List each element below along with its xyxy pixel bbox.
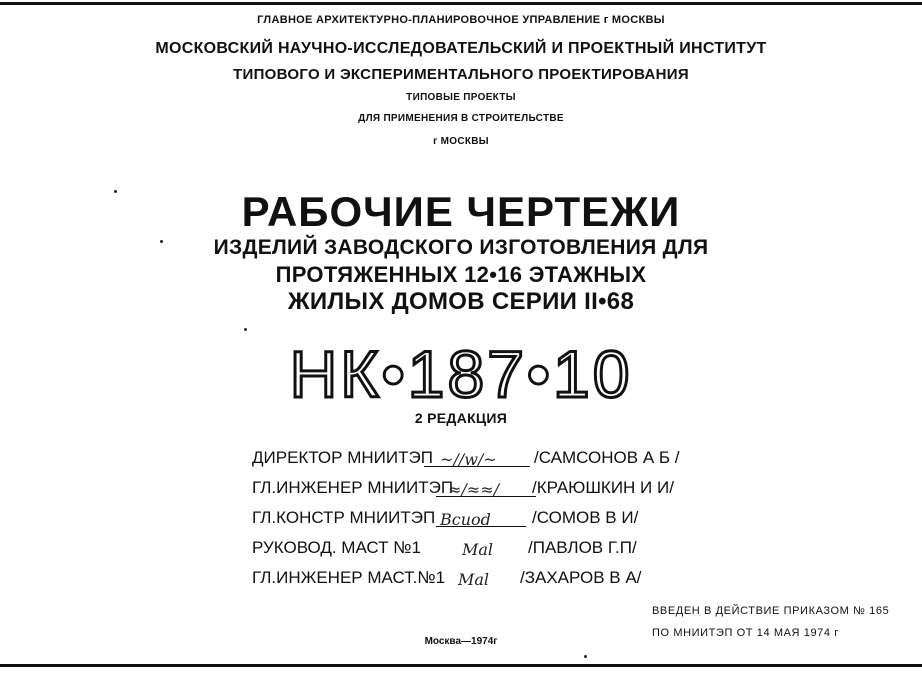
scan-speck xyxy=(584,655,587,658)
signatory-name: /СОМОВ В И/ xyxy=(532,508,639,527)
signature-row xyxy=(252,474,712,504)
signatory-name: /САМСОНОВ А Б / xyxy=(534,448,680,467)
signatory-name: /КРАЮШКИН И И/ xyxy=(532,478,674,497)
handwritten-signature: ~∕∕w∕~ xyxy=(440,450,497,469)
scan-speck xyxy=(160,240,163,243)
decree-line1: ВВЕДЕН В ДЕЙСТВИЕ ПРИКАЗОМ № 165 xyxy=(652,605,890,617)
typical-projects-label: ТИПОВЫЕ ПРОЕКТЫ xyxy=(406,92,516,103)
decree-line2: ПО МНИИТЭП ОТ 14 МАЯ 1974 г xyxy=(652,627,839,639)
top-border-line xyxy=(0,2,922,5)
document-subtitle-line1: ИЗДЕЛИЙ ЗАВОДСКОГО ИЗГОТОВЛЕНИЯ ДЛЯ xyxy=(213,236,709,259)
document-title: РАБОЧИЕ ЧЕРТЕЖИ xyxy=(241,188,681,235)
institute-name-line1: МОСКОВСКИЙ НАУЧНО-ИССЛЕДОВАТЕЛЬСКИЙ И ПРОЕКТНЫЙ ИНСТИТУТ xyxy=(155,40,767,57)
document-code: НК•187•10 xyxy=(289,337,633,411)
document-subtitle-line3: ЖИЛЫХ ДОМОВ СЕРИИ II•68 xyxy=(287,288,635,315)
scan-speck xyxy=(114,190,117,193)
signature-row xyxy=(252,564,712,594)
scan-speck xyxy=(244,328,247,331)
document-subtitle-line2: ПРОТЯЖЕННЫХ 12•16 ЭТАЖНЫХ xyxy=(275,262,647,287)
signature-row xyxy=(252,534,712,564)
signatory-title: ГЛ.ИНЖЕНЕР МНИИТЭП xyxy=(252,478,454,497)
signatory-title: ГЛ.КОНСТР МНИИТЭП xyxy=(252,508,436,527)
handwritten-signature: Mal xyxy=(458,570,490,589)
bottom-border-line xyxy=(0,664,922,667)
agency-line: ГЛАВНОЕ АРХИТЕКТУРНО-ПЛАНИРОВОЧНОЕ УПРАВЛЕНИЕ г МОСКВЫ xyxy=(257,14,665,26)
for-use-label: ДЛЯ ПРИМЕНЕНИЯ В СТРОИТЕЛЬСТВЕ xyxy=(358,113,564,124)
edition-label: 2 РЕДАКЦИЯ xyxy=(414,410,508,426)
handwritten-signature: ≈∕≈≈∕ xyxy=(448,480,499,499)
handwritten-signature: Mal xyxy=(462,540,494,559)
handwritten-signature: Bcuod xyxy=(440,510,491,529)
signatory-title: ДИРЕКТОР МНИИТЭП xyxy=(252,448,433,467)
signatory-title: РУКОВОД. МАСТ №1 xyxy=(252,538,421,557)
signatory-title: ГЛ.ИНЖЕНЕР МАСТ.№1 xyxy=(252,568,446,587)
institute-name-line2: ТИПОВОГО И ЭКСПЕРИМЕНТАЛЬНОГО ПРОЕКТИРОВАНИЯ xyxy=(233,66,689,83)
signatory-name: /ЗАХАРОВ В А/ xyxy=(520,568,642,587)
signature-row xyxy=(252,444,712,474)
signatory-name: /ПАВЛОВ Г.П/ xyxy=(528,538,637,557)
place-year-footer: Москва—1974г xyxy=(424,636,498,647)
signature-block xyxy=(252,444,712,594)
signature-row xyxy=(252,504,712,534)
city-label: г МОСКВЫ xyxy=(433,136,489,147)
